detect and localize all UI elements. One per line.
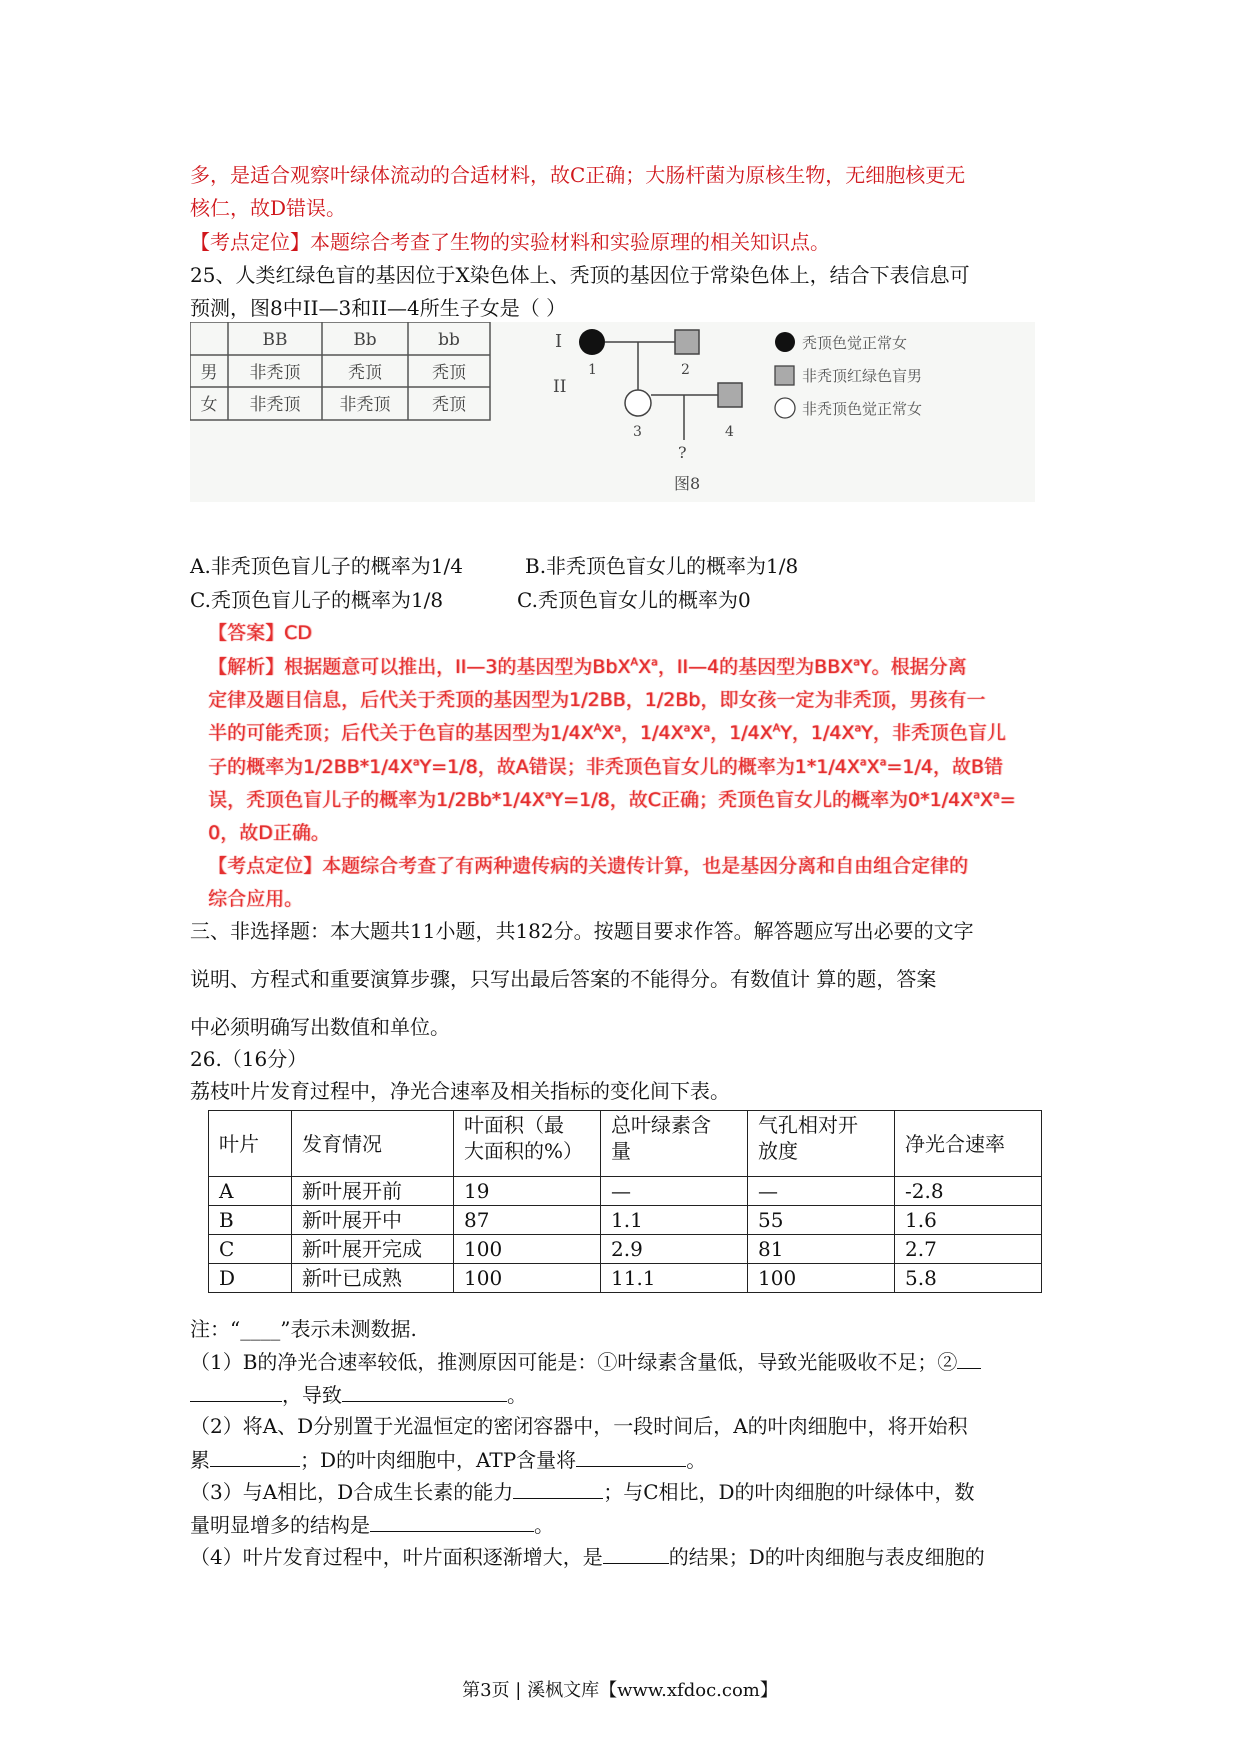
- option-b: B.非秃顶色盲女儿的概率为1/8: [525, 554, 799, 578]
- table-row: [209, 1206, 1042, 1235]
- generation-label: II: [553, 377, 567, 397]
- section-instructions: 说明、方程式和重要演算步骤，只写出最后答案的不能得分。有数值计 算的题，答案: [190, 967, 937, 991]
- q25-stem: 预测，图8中II—3和II—4所生子女是（ ）: [190, 296, 567, 320]
- table-sex: 男: [200, 363, 218, 383]
- individual-number: 2: [681, 362, 690, 378]
- table-row: [209, 1264, 1042, 1293]
- analysis-line: 【解析】根据题意可以推出，II—3的基因型为$BbX^AX^a$，II—4的基因型为BBX$^a$Y。根据分离: [208, 655, 967, 678]
- table-cell: 秃顶: [432, 395, 466, 415]
- header-cell: 叶面积（最 大面积的%）: [454, 1111, 601, 1177]
- table-cell: -2.8: [895, 1177, 1042, 1206]
- table-cell: 2.7: [895, 1235, 1042, 1264]
- answer-blank[interactable]: [957, 1348, 981, 1369]
- answer-blank[interactable]: [576, 1446, 686, 1467]
- legend-label: 非秃顶色觉正常女: [802, 400, 923, 418]
- table-cell: —: [601, 1177, 748, 1206]
- prev-answer-line: 多，是适合观察叶绿体流动的合适材料，故C正确；大肠杆菌为原核生物，无细胞核更无: [190, 163, 966, 187]
- table-cell: —: [748, 1177, 895, 1206]
- table-row: [209, 1235, 1042, 1264]
- analysis-line: 0，故D正确。: [208, 822, 330, 844]
- individual-number: 1: [588, 362, 597, 378]
- table-cell: 5.8: [895, 1264, 1042, 1293]
- answer-blank[interactable]: [342, 1381, 507, 1402]
- kaodian-line: 【考点定位】本题综合考查了生物的实验材料和实验原理的相关知识点。: [190, 230, 830, 254]
- table-cell: 55: [748, 1206, 895, 1235]
- figure-caption: 图8: [674, 474, 701, 493]
- table-cell: 非秃顶: [249, 363, 301, 383]
- table-cell: C: [209, 1235, 292, 1264]
- answer-blank[interactable]: [513, 1478, 603, 1499]
- colorblind-male-symbol: [718, 383, 742, 407]
- table-sex: 女: [200, 395, 218, 415]
- answer-blank[interactable]: [370, 1511, 534, 1532]
- table-cell: 非秃顶: [249, 395, 301, 415]
- table-note: 注：“____”表示未测数据.: [190, 1317, 417, 1341]
- option-c: C.秃顶色盲儿子的概率为1/8: [190, 588, 444, 612]
- table-header-row: [209, 1111, 1042, 1177]
- table-cell: D: [209, 1264, 292, 1293]
- q26-part1-cont: ，导致 。: [190, 1381, 527, 1408]
- analysis-line: 子的概率为$1/2BB*1/4X^aY=1/8$，故A错误；非秃顶色盲女儿的概率为$1*1/4X^aX^a=1/4$，故B错: [208, 755, 1003, 778]
- colorblind-male-symbol: [675, 330, 699, 354]
- header-cell: 总叶绿素含 量: [601, 1111, 748, 1177]
- analysis-line: 误，秃顶色盲儿子的概率为$1/2Bb*1/4X^aY=1/8$，故C正确；秃顶色盲女儿的概率为$0*1/4X^aX^a=$: [208, 788, 1016, 811]
- answer-blank[interactable]: [210, 1446, 300, 1467]
- table-cell: A: [209, 1177, 292, 1206]
- table-cell: 87: [454, 1206, 601, 1235]
- table-cell: 1.1: [601, 1206, 748, 1235]
- table-cell: 81: [748, 1235, 895, 1264]
- offspring-question-mark: ?: [678, 443, 687, 462]
- section-instructions: 中必须明确写出数值和单位。: [190, 1015, 450, 1039]
- q26-intro: 荔枝叶片发育过程中，净光合速率及相关指标的变化间下表。: [190, 1079, 730, 1103]
- section-instructions: 三、非选择题：本大题共11小题，共182分。按题目要求作答。解答题应写出必要的文字: [190, 919, 974, 943]
- option-d: C.秃顶色盲女儿的概率为0: [517, 588, 751, 612]
- table-cell: 1.6: [895, 1206, 1042, 1235]
- header-cell: 发育情况: [292, 1111, 454, 1177]
- figure-8-pedigree: [190, 322, 1035, 502]
- table-cell: 19: [454, 1177, 601, 1206]
- individual-number: 4: [725, 424, 734, 440]
- individual-number: 3: [633, 424, 642, 440]
- table-cell: 新叶展开中: [292, 1206, 454, 1235]
- bald-normal-female-symbol: [579, 329, 605, 355]
- generation-label: I: [555, 331, 563, 352]
- table-cell: 11.1: [601, 1264, 748, 1293]
- normal-female-symbol: [625, 390, 651, 416]
- table-cell: 非秃顶: [339, 395, 391, 415]
- table-cell: 100: [454, 1235, 601, 1264]
- table-cell: B: [209, 1206, 292, 1235]
- header-cell: 气孔相对开 放度: [748, 1111, 895, 1177]
- table-header: bb: [438, 330, 460, 350]
- page-footer: 第3页 | 溪枫文库【www.xfdoc.com】: [462, 1680, 778, 1701]
- option-a: A.非秃顶色盲儿子的概率为1/4: [190, 554, 463, 578]
- header-cell: 净光合速率: [895, 1111, 1042, 1177]
- table-cell: 新叶展开前: [292, 1177, 454, 1206]
- legend-label: 非秃顶红绿色盲男: [802, 367, 923, 385]
- header-cell: 叶片: [209, 1111, 292, 1177]
- answer-line: 【答案】CD: [208, 622, 312, 644]
- answer-blank[interactable]: [190, 1381, 282, 1402]
- table-cell: 100: [454, 1264, 601, 1293]
- q26-title: 26.（16分）: [190, 1047, 308, 1071]
- kaodian-line: 【考点定位】本题综合考查了有两种遗传病的关遗传计算，也是基因分离和自由组合定律的: [208, 855, 969, 877]
- q26-part2-cont: 累 ；D的叶肉细胞中，ATP含量将 。: [190, 1448, 707, 1472]
- table-cell: 新叶展开完成: [292, 1235, 454, 1264]
- analysis-line: 半的可能秃顶；后代关于色盲的基因型为$1/4X^AX^a$，$1/4X^aX^a$，$1/4X^AY$，$1/4X^aY$，非秃顶色盲儿: [208, 721, 1006, 744]
- table-header: BB: [262, 330, 288, 350]
- table-cell: 秃顶: [432, 363, 466, 383]
- q26-part2: （2）将A、D分别置于光温恒定的密闭容器中，一段时间后，A的叶肉细胞中，将开始积: [190, 1414, 968, 1438]
- table-cell: 秃顶: [348, 363, 382, 383]
- q26-part3: （3）与A相比，D合成生长素的能力 ；与C相比，D的叶肉细胞的叶绿体中，数: [190, 1480, 975, 1504]
- q26-part4: （4）叶片发育过程中，叶片面积逐渐增大，是 的结果；D的叶肉细胞与表皮细胞的: [190, 1545, 985, 1569]
- kaodian-line: 综合应用。: [208, 888, 304, 910]
- table-cell: 2.9: [601, 1235, 748, 1264]
- q26-part3-cont: 量明显增多的结构是 。: [190, 1513, 554, 1537]
- q26-part1: （1）B的净光合速率较低，推测原因可能是：①叶绿素含量低，导致光能吸收不足；②: [190, 1348, 981, 1375]
- legend-label: 秃顶色觉正常女: [802, 334, 908, 352]
- table-header: Bb: [353, 330, 377, 350]
- table-row: [209, 1177, 1042, 1206]
- q25-stem: 25、人类红绿色盲的基因位于X染色体上、秃顶的基因位于常染色体上，结合下表信息可: [190, 263, 970, 287]
- prev-answer-line: 核仁，故D错误。: [190, 196, 347, 220]
- analysis-line: 定律及题目信息，后代关于秃顶的基因型为1/2BB，1/2Bb，即女孩一定为非秃顶，男孩有一: [208, 689, 986, 711]
- leaf-data-table: [208, 1110, 1042, 1293]
- answer-blank[interactable]: [603, 1543, 669, 1564]
- table-cell: 100: [748, 1264, 895, 1293]
- table-cell: 新叶已成熟: [292, 1264, 454, 1293]
